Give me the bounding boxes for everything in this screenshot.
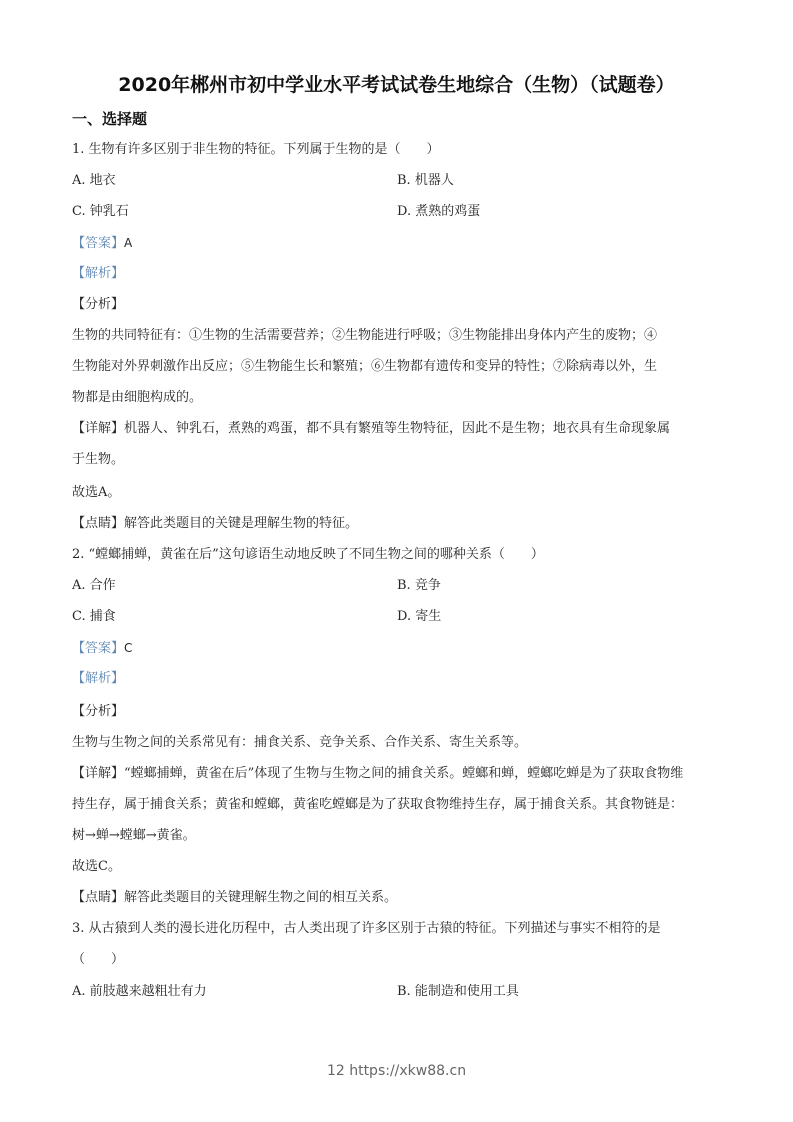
q1-xiangjie-line-1: 【详解】机器人、钟乳石，煮熟的鸡蛋，都不具有繁殖等生物特征，因此不是生物；地衣具有生命现象属: [72, 421, 671, 436]
q1-option-b: B. 机器人: [397, 173, 454, 188]
q1-option-a: A. 地衣: [72, 173, 116, 188]
q1-fenxi-label: 【分析】: [72, 297, 125, 312]
q2-fenxi-line-1: 生物与生物之间的关系常见有：捕食关系、竞争关系、合作关系、寄生关系等。: [72, 735, 528, 750]
q2-option-b: B. 竞争: [397, 578, 441, 593]
q2-option-a: A. 合作: [72, 578, 116, 593]
question-3-stem-line-2: （ ）: [72, 952, 125, 967]
q2-fenxi-label: 【分析】: [72, 704, 125, 719]
answer-value: A: [124, 236, 133, 250]
q1-jiexi-label: 【解析】: [72, 266, 125, 281]
q2-xiangjie-line-1: 【详解】“螳螂捕蝉，黄雀在后”体现了生物与生物之间的捕食关系。螳螂和蝉，螳螂吃蝉是为了获取食物维: [72, 766, 684, 781]
q1-option-c: C. 钟乳石: [72, 204, 129, 219]
q1-fenxi-line-1: 生物的共同特征有：①生物的生活需要营养；②生物能进行呼吸；③生物能排出身体内产生的废物；④: [72, 328, 658, 343]
q3-option-b: B. 能制造和使用工具: [397, 984, 519, 999]
q2-xiangjie-line-2: 持生存，属于捕食关系；黄雀和螳螂，黄雀吃螳螂是为了获取食物维持生存，属于捕食关系。其食物链是：: [72, 797, 684, 812]
q2-option-c: C. 捕食: [72, 609, 116, 624]
q3-option-a: A. 前肢越来越粗壮有力: [72, 984, 207, 999]
q2-jiexi-label: 【解析】: [72, 671, 125, 686]
question-1-stem: 1. 生物有许多区别于非生物的特征。下列属于生物的是（ ）: [72, 142, 440, 157]
q1-xiangjie-line-2: 于生物。: [72, 452, 125, 467]
q2-choose: 故选C。: [72, 859, 121, 874]
q1-fenxi-line-2: 生物能对外界刺激作出反应；⑤生物能生长和繁殖；⑥生物都有遗传和变异的特性；⑦除病毒以外，生: [72, 359, 658, 374]
q2-xiangjie-line-3: 树→蝉→螳螂→黄雀。: [72, 828, 196, 843]
page-footer: 12 https://xkw88.cn: [326, 1063, 467, 1079]
q1-answer: [72, 234, 132, 253]
answer-label: 【答案】: [72, 641, 125, 656]
question-3-stem-line-1: 3. 从古猿到人类的漫长进化历程中，古人类出现了许多区别于古猿的特征。下列描述与事实不相符的是: [72, 921, 661, 936]
q2-dianjing: 【点睛】解答此类题目的关键理解生物之间的相互关系。: [72, 890, 398, 905]
q1-option-d: D. 煮熟的鸡蛋: [397, 204, 481, 219]
question-2-stem: 2. “螳螂捕蝉，黄雀在后”这句谚语生动地反映了不同生物之间的哪种关系（ ）: [72, 547, 544, 562]
q1-fenxi-line-3: 物都是由细胞构成的。: [72, 390, 203, 405]
q2-option-d: D. 寄生: [397, 609, 442, 624]
q1-dianjing: 【点睛】解答此类题目的关键是理解生物的特征。: [72, 516, 359, 531]
q2-answer: [72, 639, 132, 658]
answer-label: 【答案】: [72, 236, 125, 251]
q1-choose: 故选A。: [72, 485, 121, 500]
answer-value: C: [124, 641, 133, 655]
section-heading: 一、选择题: [72, 110, 148, 128]
document-title: 2020年郴州市初中学业水平考试试卷生地综合（生物）（试题卷）: [118, 74, 675, 96]
